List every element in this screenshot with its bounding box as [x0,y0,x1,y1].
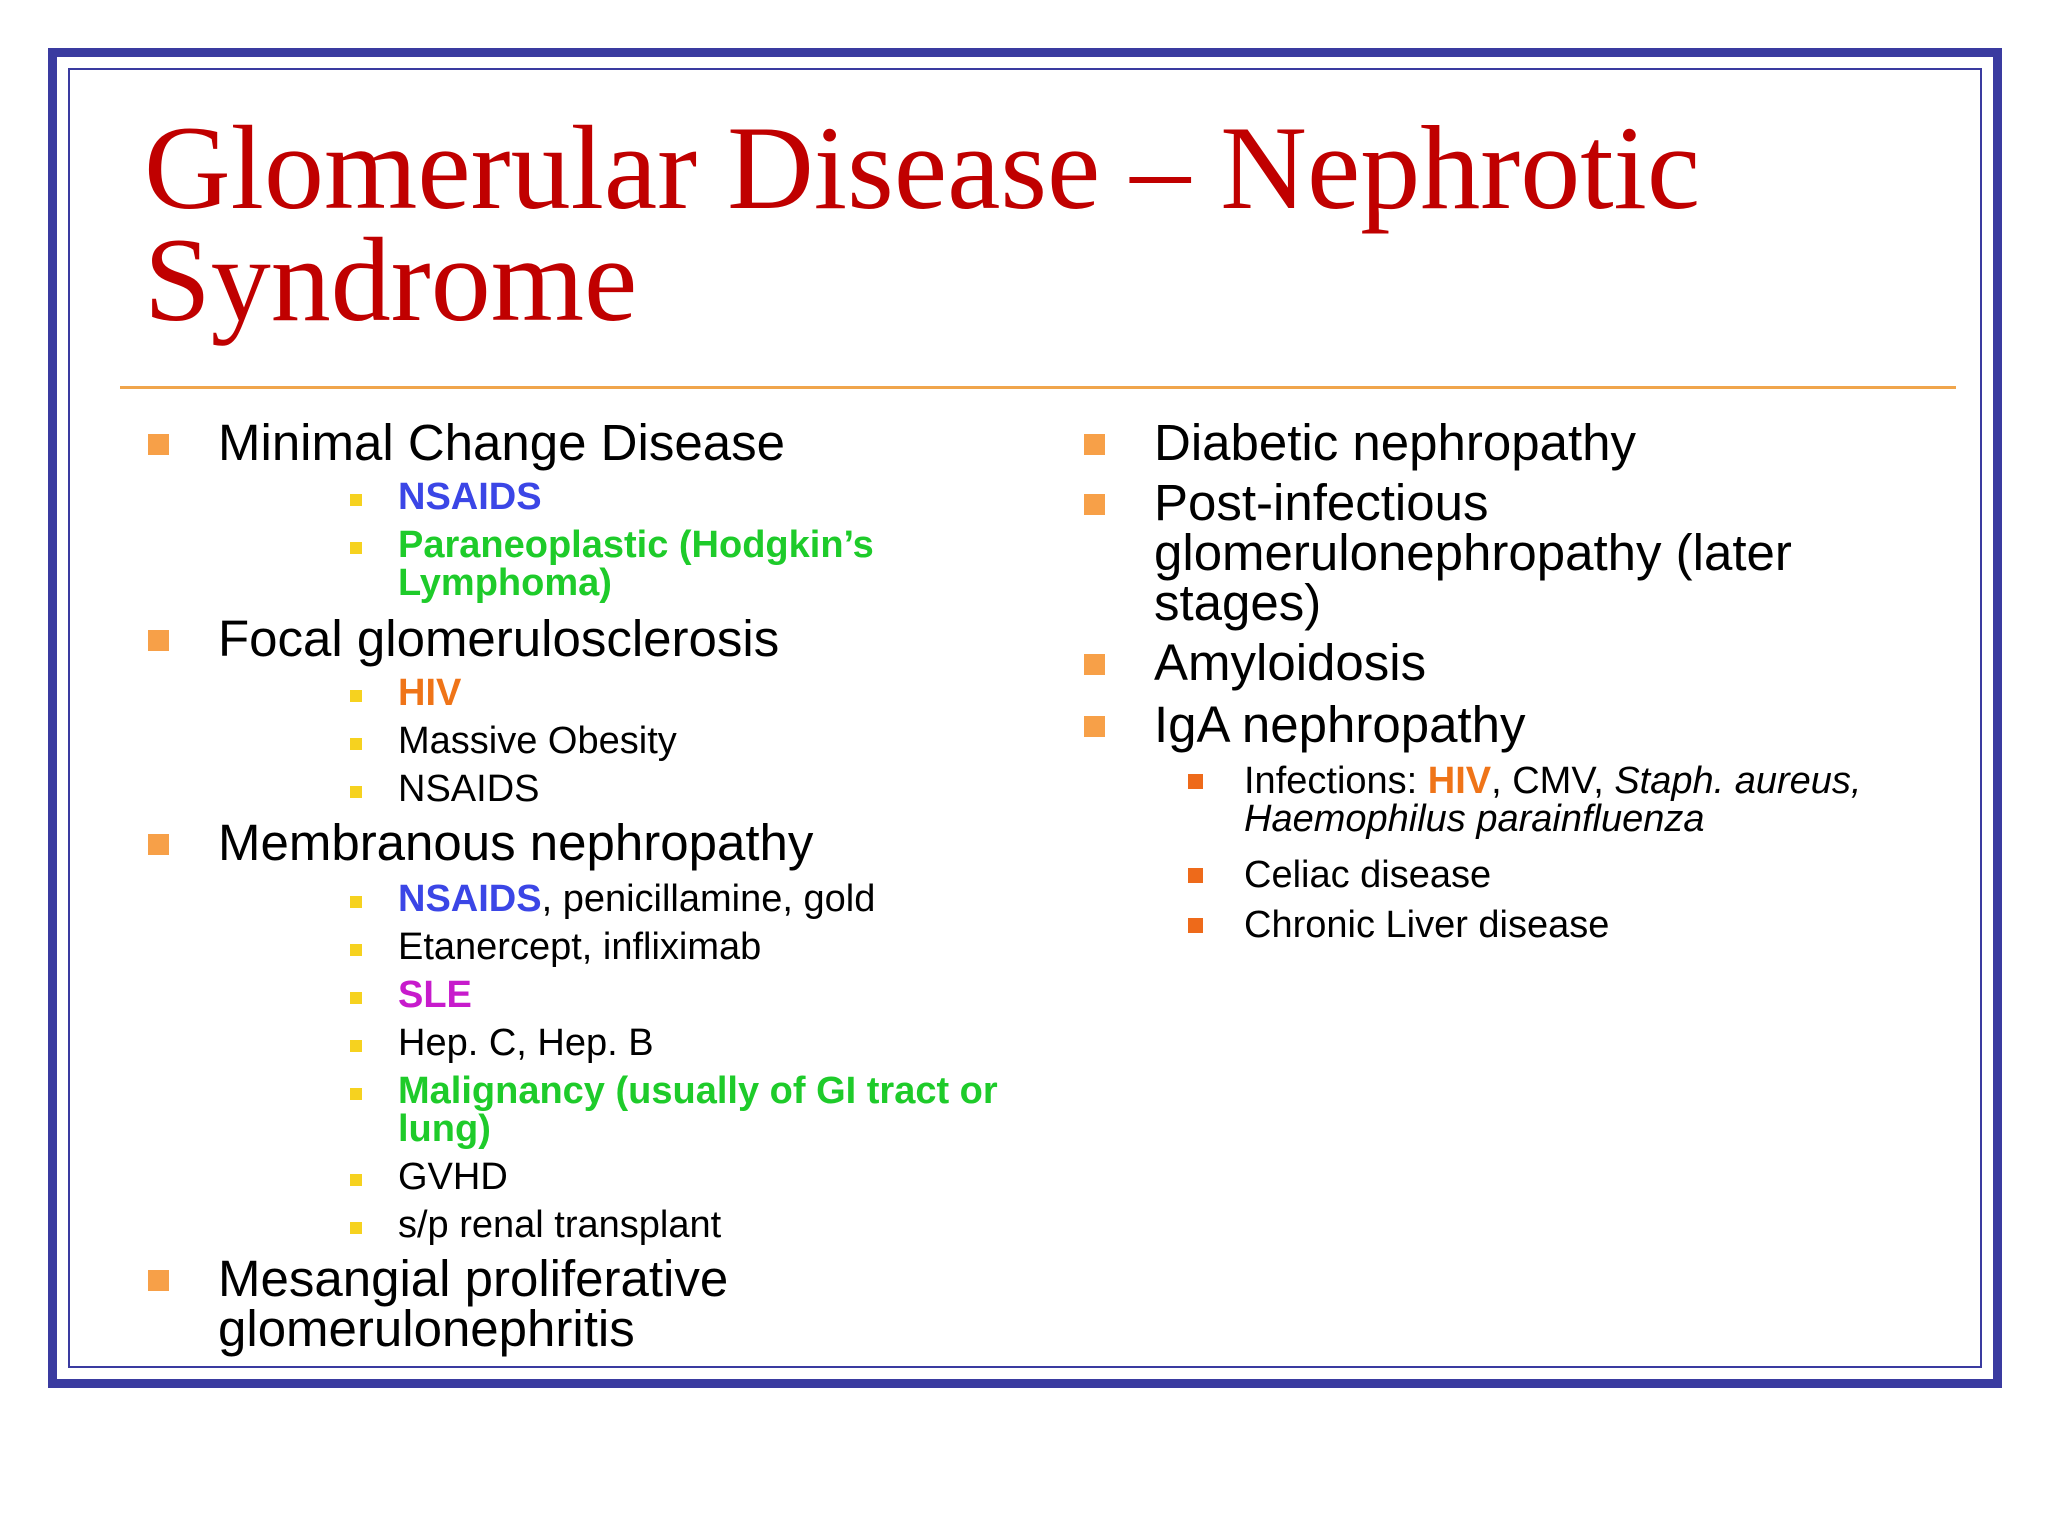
square-bullet-icon [1188,868,1203,883]
slide-title: Glomerular Disease – Nephrotic Syndrome [144,101,1701,346]
square-bullet-icon [350,896,362,908]
sub-item-sle: SLE [398,976,472,1014]
square-bullet-icon [148,630,169,651]
list-item-minimal-change: Minimal Change Disease [218,418,785,468]
square-bullet-icon [350,1040,362,1052]
square-bullet-icon [350,738,362,750]
title-divider [120,386,1956,389]
list-item-membranous: Membranous nephropathy [218,818,813,868]
sub-item-etanercept: Etanercept, infliximab [398,928,761,966]
sub-item-nsaids: NSAIDS [398,478,542,516]
square-bullet-icon [350,944,362,956]
sub-item-malignancy: Malignancy (usually of GI tract or lung) [398,1072,998,1148]
list-item-post-infectious: Post-infectious glomerulonephropathy (later stages) [1154,478,1834,628]
square-bullet-icon [350,1222,362,1234]
square-bullet-icon [350,1174,362,1186]
list-item-diabetic: Diabetic nephropathy [1154,418,1636,468]
sub-item-paraneoplastic: Paraneoplastic (Hodgkin’s Lymphoma) [398,526,958,602]
square-bullet-icon [350,690,362,702]
square-bullet-icon [350,1088,362,1100]
square-bullet-icon [1084,654,1105,675]
list-item-amyloidosis: Amyloidosis [1154,638,1426,688]
sub-item-hepatitis: Hep. C, Hep. B [398,1024,654,1062]
sub-item-obesity: Massive Obesity [398,722,677,760]
square-bullet-icon [1084,494,1105,515]
sub-item-infections: Infections: HIV, CMV, Staph. aureus, Haemophilus parainfluenza [1244,762,1934,838]
list-item-mesangial: Mesangial proliferative glomerulonephritis [218,1254,778,1354]
sub-item-gvhd: GVHD [398,1158,508,1196]
square-bullet-icon [350,494,362,506]
sub-item-nsaids-2: NSAIDS [398,770,539,808]
list-item-iga: IgA nephropathy [1154,700,1525,750]
square-bullet-icon [148,434,169,455]
square-bullet-icon [148,1270,169,1291]
square-bullet-icon [350,992,362,1004]
sub-item-celiac: Celiac disease [1244,856,1491,894]
square-bullet-icon [1188,774,1203,789]
sub-item-hiv: HIV [398,674,461,712]
sub-item-nsaids-3: NSAIDS, penicillamine, gold [398,880,875,918]
square-bullet-icon [350,542,362,554]
square-bullet-icon [148,834,169,855]
square-bullet-icon [350,786,362,798]
square-bullet-icon [1084,434,1105,455]
sub-item-renal-transplant: s/p renal transplant [398,1206,721,1244]
list-item-focal: Focal glomerulosclerosis [218,614,779,664]
sub-item-liver: Chronic Liver disease [1244,906,1609,944]
square-bullet-icon [1188,918,1203,933]
square-bullet-icon [1084,716,1105,737]
